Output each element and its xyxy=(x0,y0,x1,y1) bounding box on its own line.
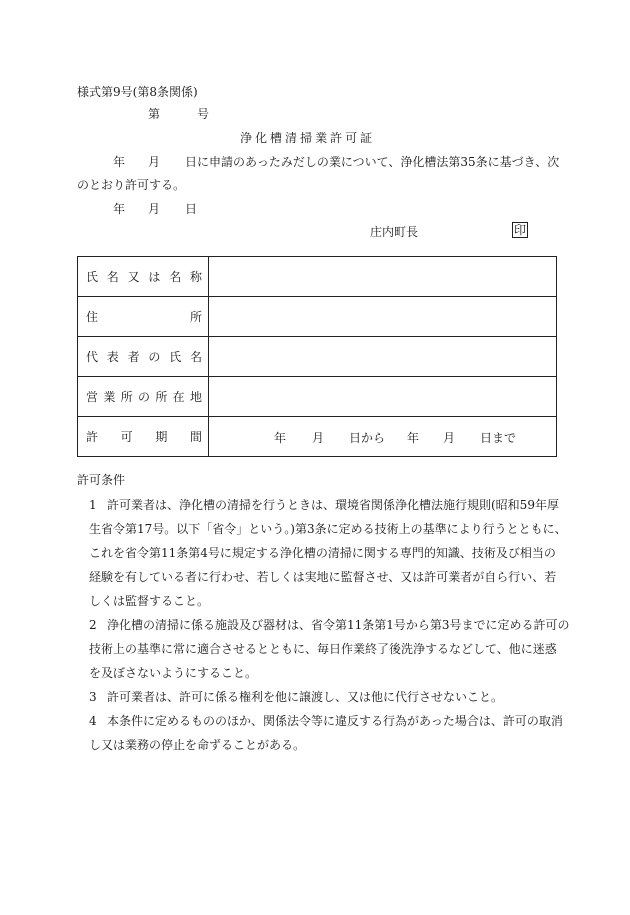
intro-year: 年 xyxy=(113,155,126,169)
label-name: 氏 名 又 は 名 称 xyxy=(78,257,209,297)
label-address: 住 所 xyxy=(78,297,209,337)
seal-mark: 印 xyxy=(514,223,527,237)
issuer-name: 庄内町長 xyxy=(370,225,419,239)
condition-text: 許可業者は、浄化槽の清掃を行うときは、環境省関係浄化槽法施行規則(昭和59年厚 xyxy=(107,498,559,512)
period-end-year: 年 xyxy=(407,431,420,445)
table-row xyxy=(78,417,557,457)
value-representative[interactable] xyxy=(209,337,557,377)
table-row xyxy=(78,377,557,417)
condition-text: 本条件に定めるもののほか、関係法令等に違反する行為があった場合は、許可の取消 xyxy=(107,714,563,728)
period-end-month: 月 xyxy=(443,431,456,445)
condition-text: 経験を有している者に行わせ、若しくは実地に監督させ、又は許可業者が自ら行い、若 xyxy=(89,570,557,584)
period-start-month: 月 xyxy=(312,431,325,445)
condition-text: しくは監督すること。 xyxy=(89,594,210,608)
condition-number: 1 xyxy=(89,498,97,512)
table-row xyxy=(78,257,557,297)
condition-text: 浄化槽の清掃に係る施設及び器材は、省令第11条第1号から第3号までに定める許可の xyxy=(107,618,570,632)
label-permit-period: 許 可 期 間 xyxy=(78,417,209,457)
number-suffix: 号 xyxy=(197,107,210,121)
condition-text: し又は業務の停止を命ずることがある。 xyxy=(89,738,306,752)
intro-text-continued: のとおり許可する。 xyxy=(77,178,186,192)
intro-month: 月 xyxy=(148,155,161,169)
document-title: 浄化槽清掃業許可証 xyxy=(240,131,376,145)
label-representative: 代 表 者 の 氏 名 xyxy=(78,337,209,377)
conditions-title: 許可条件 xyxy=(77,473,126,487)
condition-number: 2 xyxy=(89,618,97,632)
condition-text: 技術上の基準に常に適合させるとともに、毎日作業終了後洗浄するなどして、他に迷惑 xyxy=(89,642,557,656)
condition-text: これを省令第11条第4号に規定する浄化槽の清掃に関する専門的知識、技術及び相当の xyxy=(89,546,556,560)
table-row xyxy=(78,297,557,337)
value-office-location[interactable] xyxy=(209,377,557,417)
intro-text: 日に申請のあったみだしの業について、浄化槽法第35条に基づき、次 xyxy=(185,155,560,169)
period-end-day: 日まで xyxy=(480,431,517,445)
condition-text: 生省令第17号。以下「省令」という。)第3条に定める技術上の基準により行うとともに、 xyxy=(89,522,567,536)
condition-number: 4 xyxy=(89,714,97,728)
date-year: 年 xyxy=(113,202,126,216)
value-permit-period[interactable] xyxy=(209,417,557,457)
date-day: 日 xyxy=(185,202,198,216)
value-address[interactable] xyxy=(209,297,557,337)
condition-text: 許可業者は、許可に係る権利を他に譲渡し、又は他に代行させないこと。 xyxy=(107,690,504,704)
number-prefix: 第 xyxy=(148,107,161,121)
permit-table xyxy=(77,256,557,457)
period-start-year: 年 xyxy=(274,431,287,445)
condition-number: 3 xyxy=(89,690,97,704)
label-office-location: 営 業 所 の 所 在 地 xyxy=(78,377,209,417)
date-month: 月 xyxy=(148,202,161,216)
form-label: 様式第9号(第8条関係) xyxy=(77,85,198,99)
table-row xyxy=(78,337,557,377)
condition-text: を及ぼさないようにすること。 xyxy=(89,666,258,680)
value-name[interactable] xyxy=(209,257,557,297)
period-start-day: 日から xyxy=(349,431,386,445)
